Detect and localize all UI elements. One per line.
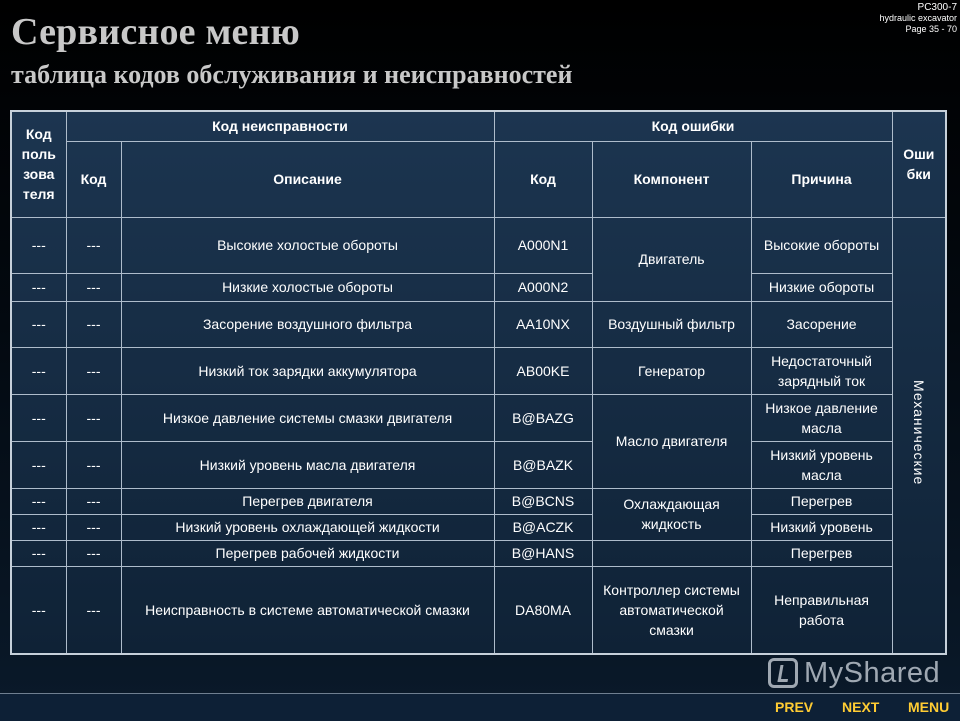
cell-error-code: AB00KE	[494, 347, 592, 394]
cell-cause: Недостаточный зарядный ток	[751, 347, 892, 394]
cell-error-type	[892, 217, 946, 654]
cell-user-code: ---	[11, 301, 66, 347]
cell-error-code: AA10NX	[494, 301, 592, 347]
corner-info	[879, 2, 957, 35]
cell-code: ---	[66, 566, 121, 654]
cell-code: ---	[66, 273, 121, 301]
cell-description: Высокие холостые обороты	[121, 217, 494, 273]
cell-component	[592, 540, 751, 566]
header-error-code: Код ошибки	[494, 111, 892, 141]
cell-description: Низкий уровень охлаждающей жидкости	[121, 514, 494, 540]
cell-cause: Низкие обороты	[751, 273, 892, 301]
table-row	[11, 514, 946, 540]
cell-cause: Низкое давление масла	[751, 394, 892, 441]
page-number: Page 35 - 70	[905, 24, 957, 34]
cell-description: Засорение воздушного фильтра	[121, 301, 494, 347]
table-row	[11, 488, 946, 514]
menu-button[interactable]: MENU	[908, 699, 950, 715]
cell-error-code: A000N1	[494, 217, 592, 273]
model-label: PC300-7	[917, 2, 957, 13]
cell-error-code: B@ACZK	[494, 514, 592, 540]
cell-cause: Низкий уровень	[751, 514, 892, 540]
prev-button[interactable]: PREV	[775, 699, 814, 715]
cell-code: ---	[66, 441, 121, 488]
myshared-logo-icon	[768, 658, 798, 688]
cell-user-code: ---	[11, 217, 66, 273]
cell-user-code: ---	[11, 488, 66, 514]
header-description: Описание	[121, 141, 494, 217]
page-title: Сервисное меню	[11, 11, 300, 53]
cell-description: Низкий ток зарядки аккумулятора	[121, 347, 494, 394]
header-fault-code: Код неисправности	[66, 111, 494, 141]
header-errors: Оши бки	[892, 111, 946, 217]
cell-description: Низкие холостые обороты	[121, 273, 494, 301]
cell-user-code: ---	[11, 566, 66, 654]
cell-error-code: DA80MA	[494, 566, 592, 654]
cell-error-code: B@HANS	[494, 540, 592, 566]
cell-cause: Перегрев	[751, 488, 892, 514]
cell-description: Перегрев рабочей жидкости	[121, 540, 494, 566]
table-row	[11, 566, 946, 654]
table-row	[11, 394, 946, 441]
table-row	[11, 347, 946, 394]
cell-code: ---	[66, 394, 121, 441]
cell-user-code: ---	[11, 273, 66, 301]
cell-error-code: A000N2	[494, 273, 592, 301]
cell-code: ---	[66, 514, 121, 540]
cell-user-code: ---	[11, 441, 66, 488]
header-cause: Причина	[751, 141, 892, 217]
cell-component: Генератор	[592, 347, 751, 394]
cell-code: ---	[66, 301, 121, 347]
cell-cause: Засорение	[751, 301, 892, 347]
table-row	[11, 217, 946, 273]
cell-cause: Высокие обороты	[751, 217, 892, 273]
table-row	[11, 301, 946, 347]
cell-description: Низкий уровень масла двигателя	[121, 441, 494, 488]
cell-component: Воздушный фильтр	[592, 301, 751, 347]
table-row	[11, 273, 946, 301]
cell-component: Двигатель	[592, 217, 751, 301]
header-user-code: Код поль зова теля	[11, 111, 66, 217]
watermark-text: MyShared	[804, 656, 941, 689]
table-row	[11, 540, 946, 566]
cell-component: Контроллер системы автоматической смазки	[592, 566, 751, 654]
watermark-logo	[768, 655, 940, 691]
cell-cause: Низкий уровень масла	[751, 441, 892, 488]
cell-code: ---	[66, 540, 121, 566]
cell-cause: Перегрев	[751, 540, 892, 566]
cell-user-code: ---	[11, 514, 66, 540]
machine-label: hydraulic excavator	[879, 13, 957, 23]
next-button[interactable]: NEXT	[842, 699, 880, 715]
header-component: Компонент	[592, 141, 751, 217]
header-code: Код	[66, 141, 121, 217]
cell-description: Перегрев двигателя	[121, 488, 494, 514]
cell-component: Охлаждающая жидкость	[592, 488, 751, 540]
cell-code: ---	[66, 217, 121, 273]
page-subtitle: таблица кодов обслуживания и неисправностей	[11, 60, 573, 89]
cell-cause: Неправильная работа	[751, 566, 892, 654]
table-row	[11, 441, 946, 488]
cell-user-code: ---	[11, 347, 66, 394]
cell-component: Масло двигателя	[592, 394, 751, 488]
cell-user-code: ---	[11, 394, 66, 441]
cell-code: ---	[66, 488, 121, 514]
cell-code: ---	[66, 347, 121, 394]
cell-error-code: B@BCNS	[494, 488, 592, 514]
cell-user-code: ---	[11, 540, 66, 566]
error-type-label: Механические	[910, 380, 927, 486]
cell-error-code: B@BAZG	[494, 394, 592, 441]
header-err-code: Код	[494, 141, 592, 217]
cell-description: Низкое давление системы смазки двигателя	[121, 394, 494, 441]
bottom-bar	[0, 693, 960, 721]
cell-description: Неисправность в системе автоматической смазки	[121, 566, 494, 654]
cell-error-code: B@BAZK	[494, 441, 592, 488]
fault-code-table	[10, 110, 947, 655]
